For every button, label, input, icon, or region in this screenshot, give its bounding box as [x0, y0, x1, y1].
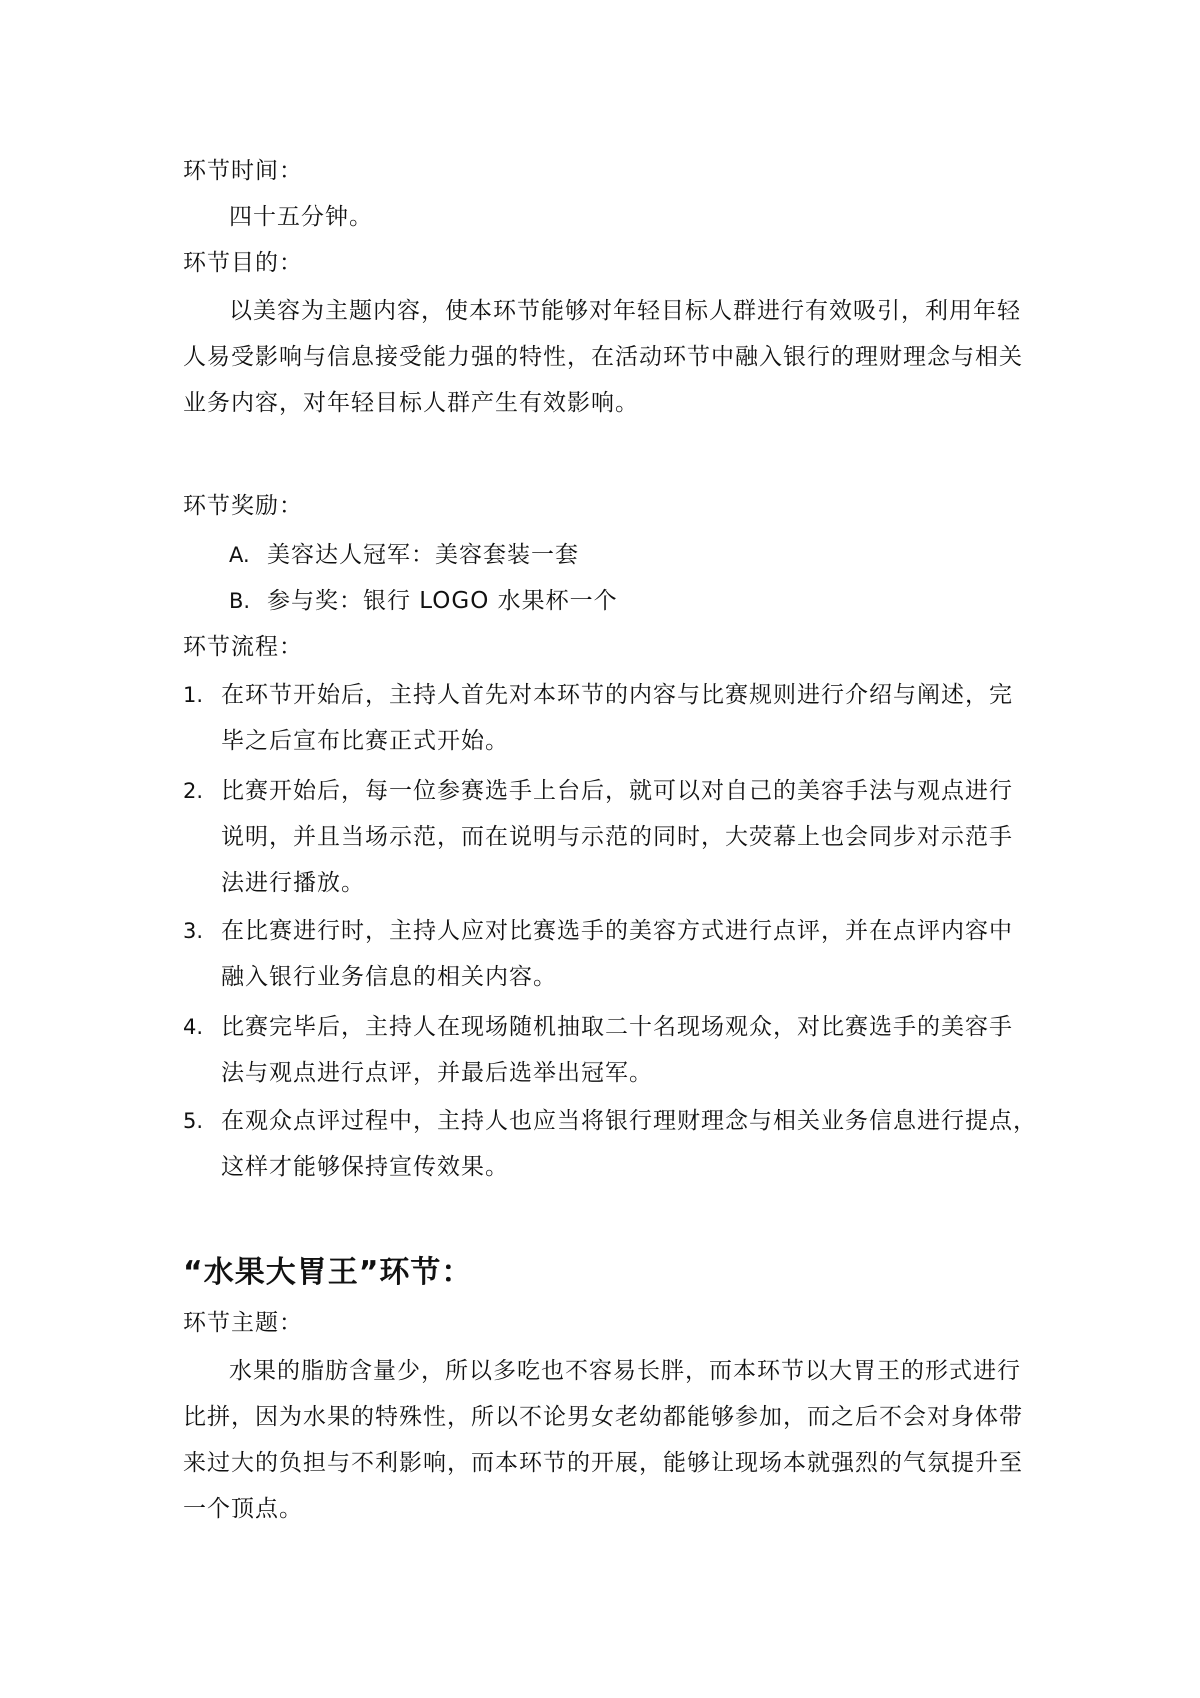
purpose-line: 以美容为主题内容，使本环节能够对年轻目标人群进行有效吸引，利用年轻	[229, 298, 1021, 324]
step-line: 说明，并且当场示范，而在说明与示范的同时，大荧幕上也会同步对示范手	[221, 824, 1013, 850]
step-line: 法进行播放。	[221, 870, 365, 896]
purpose-label: 环节目的：	[183, 250, 303, 276]
step-line: 比赛完毕后，主持人在现场随机抽取二十名现场观众，对比赛选手的美容手	[221, 1014, 1013, 1040]
step-line: 在观众点评过程中，主持人也应当将银行理财理念与相关业务信息进行提点，	[221, 1108, 1037, 1134]
theme-line: 一个顶点。	[183, 1496, 303, 1522]
reward-item: 美容达人冠军：美容套装一套	[267, 542, 579, 568]
step-marker: 2.	[183, 779, 204, 803]
reward-item: 参与奖：银行 LOGO 水果杯一个	[267, 588, 618, 614]
theme-line: 水果的脂肪含量少，所以多吃也不容易长胖，而本环节以大胃王的形式进行	[229, 1358, 1021, 1384]
step-marker: 3.	[183, 919, 204, 943]
step-line: 这样才能够保持宣传效果。	[221, 1154, 509, 1180]
step-line: 毕之后宣布比赛正式开始。	[221, 728, 509, 754]
step-line: 融入银行业务信息的相关内容。	[221, 964, 557, 990]
step-marker: 1.	[183, 683, 204, 707]
step-marker: 4.	[183, 1015, 204, 1039]
step-line: 比赛开始后，每一位参赛选手上台后，就可以对自己的美容手法与观点进行	[221, 778, 1013, 804]
theme-line: 比拼，因为水果的特殊性，所以不论男女老幼都能够参加，而之后不会对身体带	[183, 1404, 1023, 1430]
step-line: 在环节开始后，主持人首先对本环节的内容与比赛规则进行介绍与阐述，完	[221, 682, 1013, 708]
step-line: 在比赛进行时，主持人应对比赛选手的美容方式进行点评，并在点评内容中	[221, 918, 1013, 944]
time-value: 四十五分钟。	[229, 204, 373, 230]
purpose-line: 人易受影响与信息接受能力强的特性，在活动环节中融入银行的理财理念与相关	[183, 344, 1023, 370]
step-line: 法与观点进行点评，并最后选举出冠军。	[221, 1060, 653, 1086]
reward-label: 环节奖励：	[183, 493, 303, 519]
theme-label: 环节主题：	[183, 1310, 303, 1336]
step-marker: 5.	[183, 1109, 204, 1133]
section-heading: “水果大胃王”环节：	[183, 1255, 473, 1290]
time-label: 环节时间：	[183, 158, 303, 184]
reward-marker: B.	[229, 589, 251, 613]
purpose-line: 业务内容，对年轻目标人群产生有效影响。	[183, 390, 639, 416]
theme-line: 来过大的负担与不利影响，而本环节的开展，能够让现场本就强烈的气氛提升至	[183, 1450, 1023, 1476]
reward-marker: A.	[229, 543, 250, 567]
process-label: 环节流程：	[183, 634, 303, 660]
